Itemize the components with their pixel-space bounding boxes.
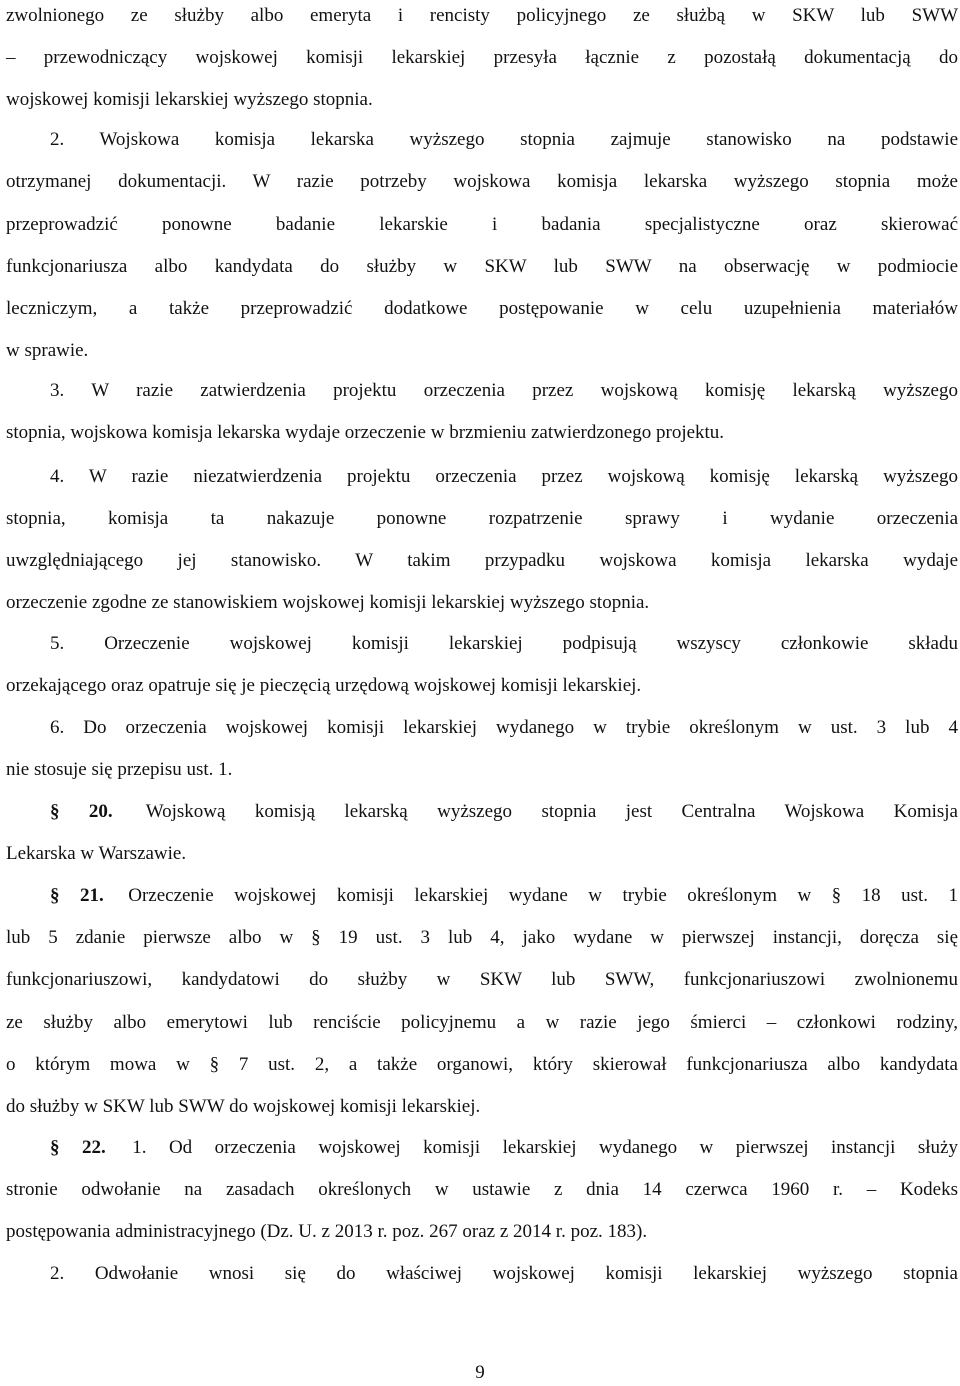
text-line: leczniczym, a także przeprowadzić dodatkowe postępowanie w celu uzupełnienia materiałów (6, 298, 958, 319)
paragraph-20 (50, 797, 958, 827)
text-line: 3. W razie zatwierdzenia projektu orzeczenia przez wojskową komisję lekarską wyższego (50, 380, 958, 401)
text-line: ze służby albo emerytowi lub renciście policyjnemu a w razie jego śmierci – członkowi rodziny, (6, 1012, 958, 1033)
text-line: 2. Wojskowa komisja lekarska wyższego stopnia zajmuje stanowisko na podstawie (50, 129, 958, 150)
text-line: uwzględniającego jej stanowisko. W takim przypadku wojskowa komisja lekarska wydaje (6, 550, 958, 571)
text-line: stopnia, komisja ta nakazuje ponowne rozpatrzenie sprawy i wydanie orzeczenia (6, 508, 958, 529)
text-line: Lekarska w Warszawie. (6, 843, 187, 864)
section-20-heading: § 20. (50, 801, 113, 822)
text-line: w sprawie. (6, 340, 89, 361)
text-line: lub 5 zdanie pierwsze albo w § 19 ust. 3 lub 4, jako wydane w pierwszej instancji, doręcza się (6, 927, 958, 948)
text-line: stopnia, wojskowa komisja lekarska wydaje orzeczenie w brzmieniu zatwierdzonego projektu. (6, 422, 725, 443)
text-line: 1. Od orzeczenia wojskowej komisji lekarskiej wydanego w pierwszej instancji służy (132, 1137, 958, 1158)
text-line: funkcjonariusza albo kandydata do służby w SKW lub SWW na obserwację w podmiocie (6, 256, 958, 277)
text-line: stronie odwołanie na zasadach określonych w ustawie z dnia 14 czerwca 1960 r. – Kodeks (6, 1179, 958, 1200)
text-line: nie stosuje się przepisu ust. 1. (6, 759, 233, 780)
text-line: 2. Odwołanie wnosi się do właściwej wojskowej komisji lekarskiej wyższego stopnia (50, 1263, 958, 1284)
page-number: 9 (475, 1362, 485, 1383)
text-line: wojskowej komisji lekarskiej wyższego stopnia. (6, 89, 373, 110)
text-line: 4. W razie niezatwierdzenia projektu orzeczenia przez wojskową komisję lekarską wyższego (50, 466, 958, 487)
text-line: otrzymanej dokumentacji. W razie potrzeby wojskowa komisja lekarska wyższego stopnia może (6, 171, 958, 192)
section-21-heading: § 21. (50, 885, 104, 906)
text-line: 6. Do orzeczenia wojskowej komisji lekarskiej wydanego w trybie określonym w ust. 3 lub 4 (50, 717, 958, 738)
text-line: zwolnionego ze służby albo emeryta i rencisty policyjnego ze służbą w SKW lub SWW (6, 5, 958, 26)
text-line: orzeczenie zgodne ze stanowiskiem wojskowej komisji lekarskiej wyższego stopnia. (6, 592, 650, 613)
paragraph-21 (50, 881, 958, 911)
section-22-heading: § 22. (50, 1137, 106, 1158)
paragraph-22 (50, 1133, 958, 1163)
text-line: Wojskową komisją lekarską wyższego stopnia jest Centralna Wojskowa Komisja (145, 801, 958, 822)
text-line: funkcjonariuszowi, kandydatowi do służby w SKW lub SWW, funkcjonariuszowi zwolnionemu (6, 969, 958, 990)
text-line: 5. Orzeczenie wojskowej komisji lekarskiej podpisują wszyscy członkowie składu (50, 633, 958, 654)
text-line: orzekającego oraz opatruje się je pieczęcią urzędową wojskowej komisji lekarskiej. (6, 675, 642, 696)
text-line: postępowania administracyjnego (Dz. U. z 2013 r. poz. 267 oraz z 2014 r. poz. 183). (6, 1221, 648, 1242)
text-line: – przewodniczący wojskowej komisji lekarskiej przesyła łącznie z pozostałą dokumentacją do (6, 47, 958, 68)
text-line: przeprowadzić ponowne badanie lekarskie i badania specjalistyczne oraz skierować (6, 214, 958, 235)
text-line: o którym mowa w § 7 ust. 2, a także organowi, który skierował funkcjonariusza albo kandydata (6, 1054, 958, 1075)
text-line: Orzeczenie wojskowej komisji lekarskiej wydane w trybie określonym w § 18 ust. 1 (128, 885, 959, 906)
text-line: do służby w SKW lub SWW do wojskowej komisji lekarskiej. (6, 1096, 481, 1117)
